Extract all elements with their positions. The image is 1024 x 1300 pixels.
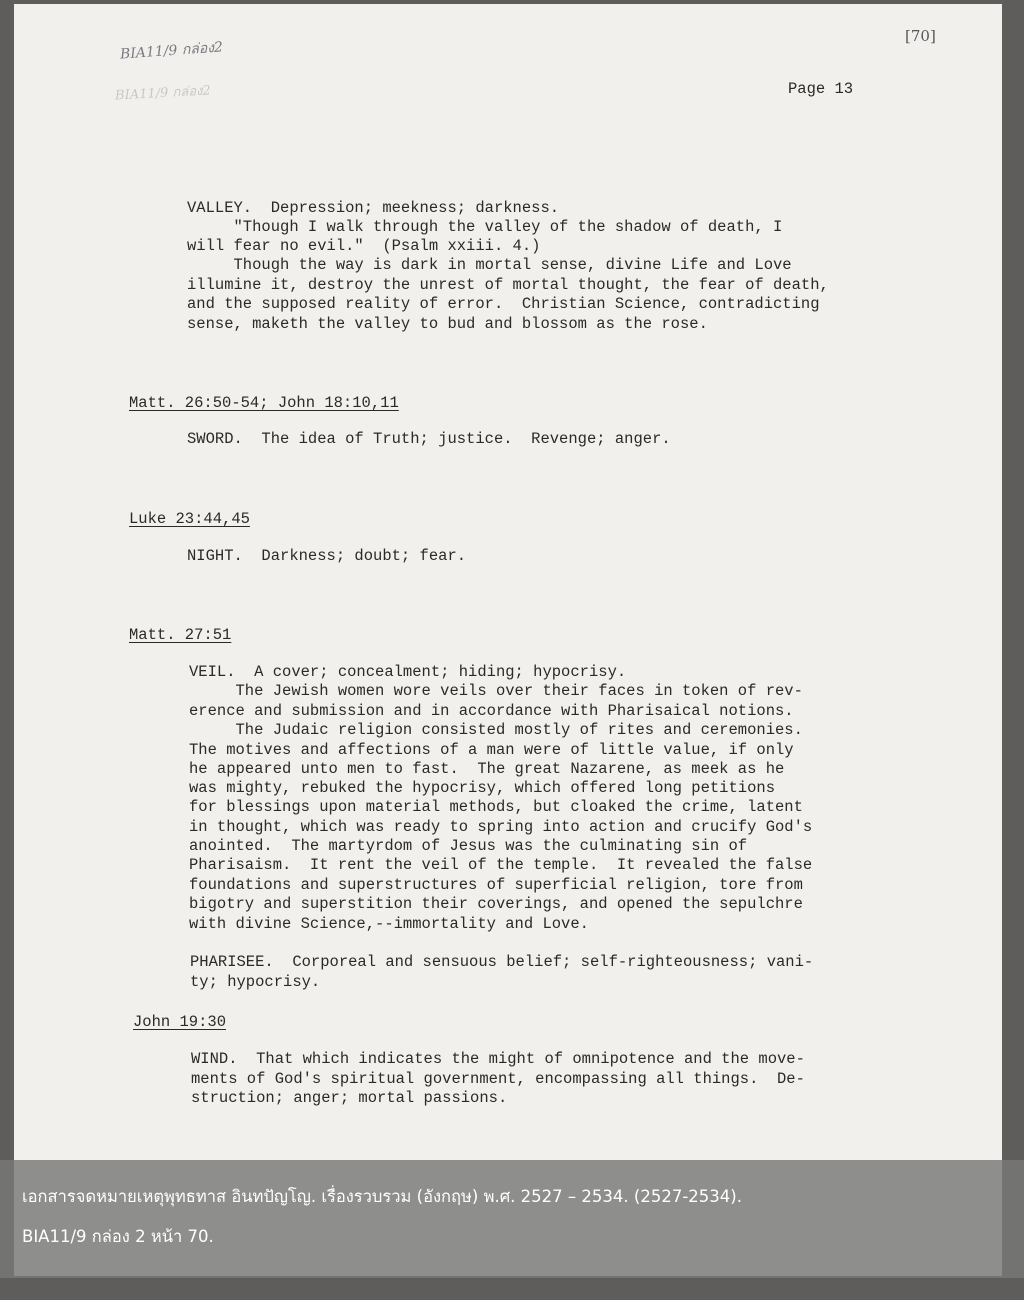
scripture-reference: Matt. 26:50-54; John 18:10,11 bbox=[129, 394, 399, 412]
veil-line: he appeared unto men to fast. The great Nazarene, as meek as he bbox=[189, 760, 785, 778]
night-line: NIGHT. Darkness; doubt; fear. bbox=[187, 547, 467, 565]
caption-location: BIA11/9 กล่อง 2 หน้า 70. bbox=[22, 1227, 214, 1246]
sword-line: SWORD. The idea of Truth; justice. Revenge; anger. bbox=[187, 430, 671, 448]
veil-line: with divine Science,--immortality and Love. bbox=[189, 915, 589, 933]
valley-line: will fear no evil." (Psalm xxiii. 4.) bbox=[187, 237, 541, 255]
valley-line: illumine it, destroy the unrest of mortal thought, the fear of death, bbox=[187, 276, 829, 294]
veil-line: for blessings upon material methods, but cloaked the crime, latent bbox=[189, 798, 803, 816]
pharisee-line: ty; hypocrisy. bbox=[190, 973, 321, 991]
veil-line: The Jewish women wore veils over their faces in token of rev- bbox=[189, 682, 803, 700]
veil-line: Pharisaism. It rent the veil of the temple. It revealed the false bbox=[189, 856, 813, 874]
scripture-reference: Luke 23:44,45 bbox=[129, 510, 250, 528]
folio-number: [70] bbox=[905, 27, 936, 45]
veil-line: in thought, which was ready to spring into action and crucify God's bbox=[189, 818, 813, 836]
scripture-reference: John 19:30 bbox=[133, 1013, 227, 1031]
veil-line: foundations and superstructures of superficial religion, tore from bbox=[189, 876, 803, 894]
wind-line: WIND. That which indicates the might of omnipotence and the move- bbox=[191, 1050, 805, 1068]
valley-line: sense, maketh the valley to bud and blossom as the rose. bbox=[187, 315, 708, 333]
scripture-reference: Matt. 27:51 bbox=[129, 626, 232, 644]
valley-line: "Though I walk through the valley of the shadow of death, I bbox=[187, 218, 783, 236]
veil-line: bigotry and superstition their coverings, and opened the sepulchre bbox=[189, 895, 803, 913]
caption-title: เอกสารจดหมายเหตุพุทธทาส อินทปัญโญ. เรื่องรวบรวม (อังกฤษ) พ.ศ. 2527 – 2534. (2527-2534). bbox=[22, 1187, 742, 1206]
veil-line: VEIL. A cover; concealment; hiding; hypocrisy. bbox=[189, 663, 627, 681]
veil-line: The motives and affections of a man were of little value, if only bbox=[189, 741, 794, 759]
valley-line: VALLEY. Depression; meekness; darkness. bbox=[187, 199, 560, 217]
pharisee-line: PHARISEE. Corporeal and sensuous belief; self-righteousness; vani- bbox=[190, 953, 814, 971]
valley-line: and the supposed reality of error. Christian Science, contradicting bbox=[187, 295, 820, 313]
archive-caption bbox=[0, 1160, 1024, 1278]
wind-line: struction; anger; mortal passions. bbox=[191, 1089, 508, 1107]
archive-code-annotation: BIA11/9 กล่อง2 bbox=[119, 39, 224, 63]
veil-line: anointed. The martyrdom of Jesus was the culminating sin of bbox=[189, 837, 748, 855]
veil-line: erence and submission and in accordance with Pharisaical notions. bbox=[189, 702, 794, 720]
faint-archive-annotation: BIA11/9 กล่อง2 bbox=[114, 83, 212, 104]
valley-line: Though the way is dark in mortal sense, divine Life and Love bbox=[187, 256, 792, 274]
veil-line: The Judaic religion consisted mostly of rites and ceremonies. bbox=[189, 721, 803, 739]
page-number: Page 13 bbox=[788, 80, 854, 98]
veil-line: was mighty, rebuked the hypocrisy, which offered long petitions bbox=[189, 779, 775, 797]
wind-line: ments of God's spiritual government, encompassing all things. De- bbox=[191, 1070, 805, 1088]
